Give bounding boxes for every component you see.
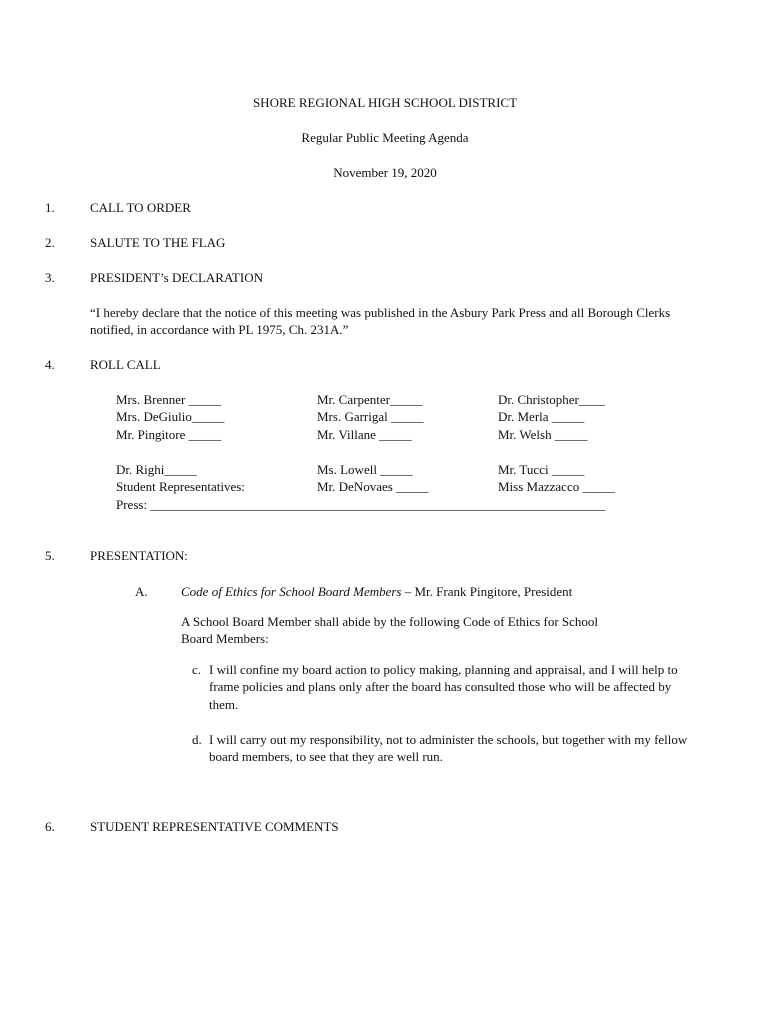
item-number: 4. — [45, 357, 55, 372]
district-title: SHORE REGIONAL HIGH SCHOOL DISTRICT — [252, 95, 518, 110]
meeting-type: Regular Public Meeting Agenda — [301, 130, 469, 145]
item-number: 3. — [45, 270, 55, 285]
declaration-text-line: “I hereby declare that the notice of this meeting was published in the Asbury Park Press and all Borough Clerks — [90, 305, 671, 320]
point-line: board members, to see that they are well run. — [209, 749, 443, 764]
roll-call-entry: Mr. Pingitore _____ — [116, 427, 222, 442]
item-number: 1. — [45, 200, 55, 215]
item-title-roll-call: ROLL CALL — [90, 357, 161, 372]
roll-call-entry: Mr. Villane _____ — [317, 427, 412, 442]
presentation-title-rest: – Mr. Frank Pingitore, President — [401, 584, 573, 599]
roll-call-entry: Ms. Lowell _____ — [317, 462, 413, 477]
presentation-title — [181, 583, 572, 600]
roll-call-entry: Miss Mazzacco _____ — [498, 479, 615, 494]
item-title-declaration: PRESIDENT’s DECLARATION — [90, 270, 263, 285]
item-title-student-comments: STUDENT REPRESENTATIVE COMMENTS — [90, 819, 339, 834]
point-line: I will carry out my responsibility, not to administer the schools, but together with my fellow — [209, 732, 688, 747]
roll-call-entry: Mr. Carpenter_____ — [317, 392, 423, 407]
roll-call-entry: Mrs. Garrigal _____ — [317, 409, 424, 424]
roll-call-entry: Dr. Righi_____ — [116, 462, 197, 477]
roll-call-entry: Mr. Tucci _____ — [498, 462, 585, 477]
presentation-title-italic: Code of Ethics for School Board Members — [181, 584, 402, 599]
declaration-text-line: notified, in accordance with PL 1975, Ch. 231A.” — [90, 322, 349, 337]
roll-call-entry: Mrs. DeGiulio_____ — [116, 409, 225, 424]
roll-call-entry: Mr. Welsh _____ — [498, 427, 588, 442]
point-letter: c. — [192, 662, 202, 677]
item-title-call-to-order: CALL TO ORDER — [90, 200, 191, 215]
roll-call-entry: Dr. Christopher____ — [498, 392, 605, 407]
item-title-salute: SALUTE TO THE FLAG — [90, 235, 226, 250]
presentation-intro-line: A School Board Member shall abide by the following Code of Ethics for School — [181, 614, 599, 629]
point-line: them. — [209, 697, 239, 712]
point-line: frame policies and plans only after the board has consulted those who will be affected by — [209, 679, 672, 694]
point-line: I will confine my board action to policy making, planning and appraisal, and I will help to — [209, 662, 678, 677]
roll-call-entry: Student Representatives: — [116, 479, 245, 494]
presentation-intro-line: Board Members: — [181, 631, 269, 646]
press-line: Press: ______________________________________________________________________ — [116, 497, 606, 512]
roll-call-entry: Mrs. Brenner _____ — [116, 392, 222, 407]
presentation-letter: A. — [135, 584, 148, 599]
item-number: 5. — [45, 548, 55, 563]
roll-call-entry: Mr. DeNovaes _____ — [317, 479, 429, 494]
item-number: 6. — [45, 819, 55, 834]
item-title-presentation: PRESENTATION: — [90, 548, 188, 563]
roll-call-entry: Dr. Merla _____ — [498, 409, 585, 424]
meeting-date: November 19, 2020 — [333, 165, 437, 180]
point-letter: d. — [192, 732, 202, 747]
item-number: 2. — [45, 235, 55, 250]
